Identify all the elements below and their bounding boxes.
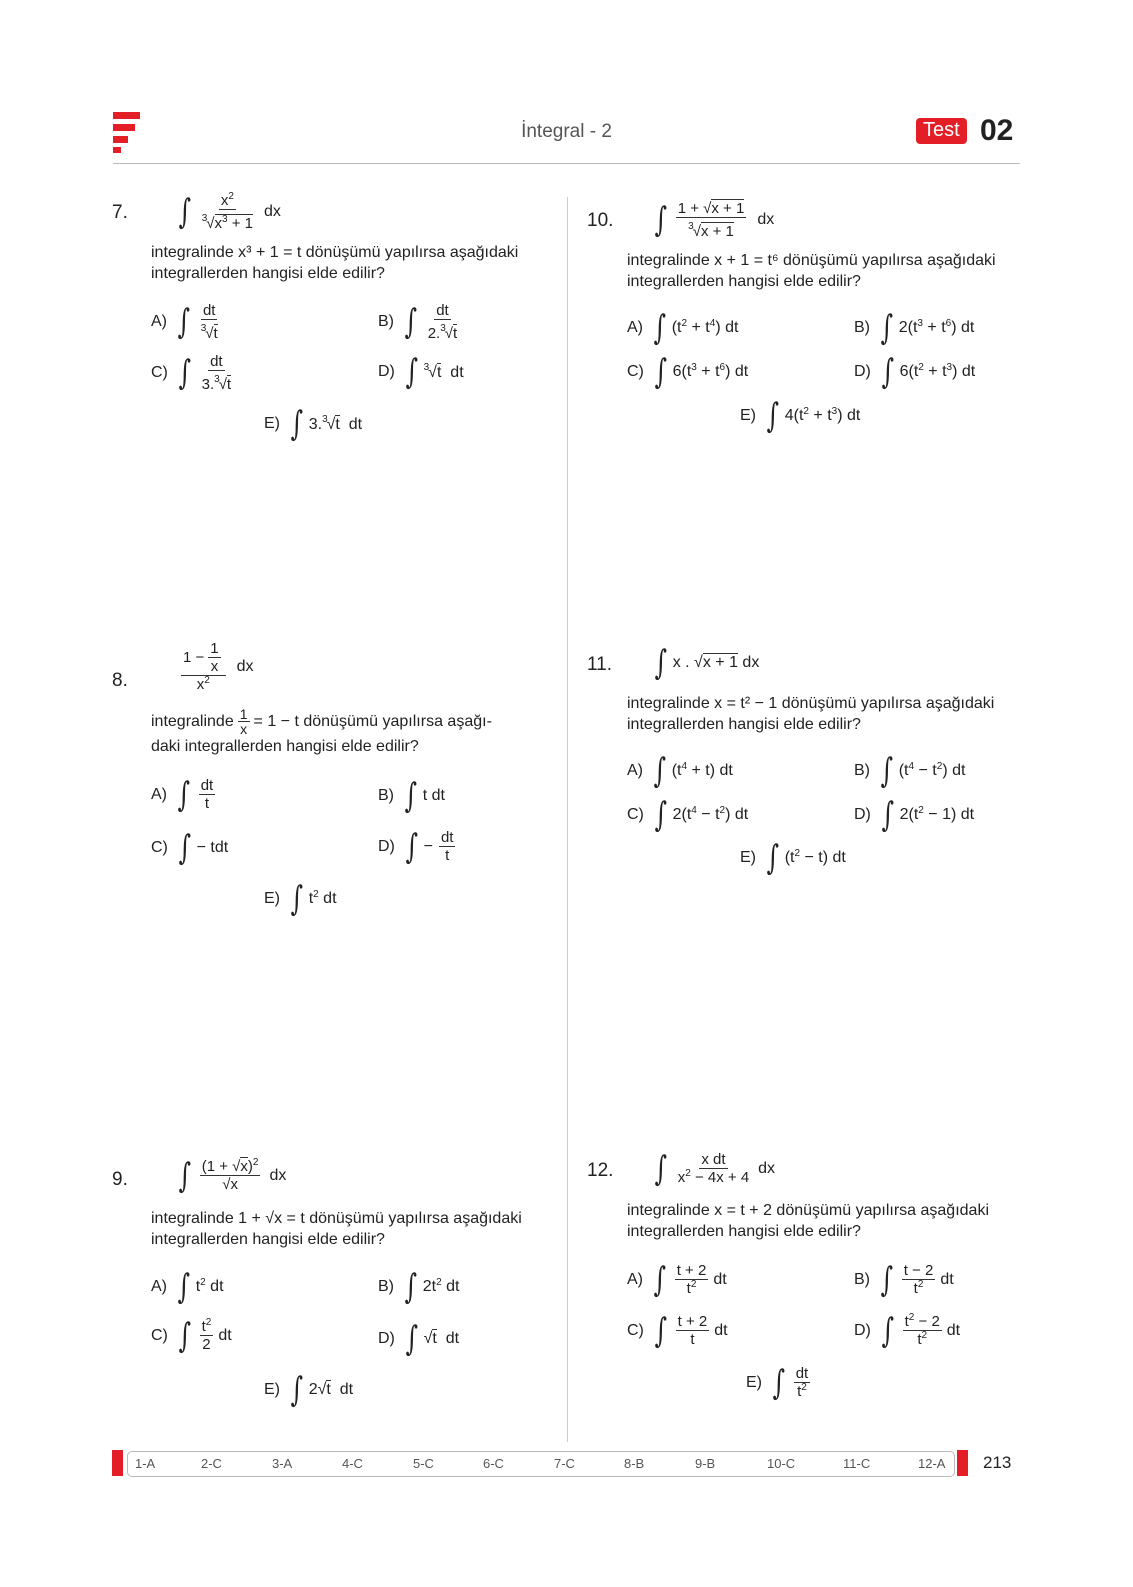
answer-key-item: 8-B bbox=[624, 1456, 645, 1471]
answer-key-left-marker bbox=[112, 1450, 123, 1476]
question-12-option-a[interactable]: A) ∫ $\frac{t + 2}{t^2}$ dt bbox=[627, 1259, 727, 1300]
question-9-text: integralinde 1 + √x = t dönüşümü yapılırsa aşağıdaki integrallerden hangisi elde edilir? bbox=[151, 1210, 522, 1248]
question-7-option-a[interactable]: A) ∫ $\frac{dt}{^3√t}$ bbox=[151, 302, 218, 342]
test-badge: Test bbox=[916, 118, 967, 144]
question-10-option-c[interactable]: C) ∫ $6(t^3 + t^6)$ dt bbox=[627, 352, 749, 392]
answer-key-box bbox=[127, 1451, 955, 1477]
answer-key-item: 11-C bbox=[843, 1456, 871, 1471]
question-11-number: 11. bbox=[587, 654, 613, 675]
question-10-text: integralinde x + 1 = t⁶ dönüşümü yapılırsa aşağıdaki integrallerden hangisi elde edilir? bbox=[627, 252, 996, 290]
question-12-option-e[interactable]: E) ∫ $\frac{dt}{t^2}$ bbox=[746, 1362, 809, 1403]
question-9-option-e[interactable]: E) ∫ 2√t dt bbox=[264, 1370, 354, 1410]
question-8-option-d[interactable]: D) ∫ − $\frac{dt}{t}$ bbox=[378, 826, 454, 867]
question-8-option-e[interactable]: E) ∫ $t^2$ dt bbox=[264, 879, 337, 919]
question-11-integrand: ∫ x . √x + 1 dx bbox=[654, 643, 760, 683]
question-9-option-c[interactable]: C) ∫ $\frac{t^2}{2}$ dt bbox=[151, 1315, 232, 1356]
question-7-option-d[interactable]: D) ∫ $^3$√t dt bbox=[378, 352, 464, 392]
question-9-integrand: ∫ $\frac{(1 + √x)^2}{√x}$ dx bbox=[178, 1155, 287, 1196]
question-8-text: integralinde $\frac{1}{x}$ = 1 − t dönüşümü yapılırsa aşağı- daki integrallerden hangisi elde edilir? bbox=[151, 706, 492, 755]
question-11-option-d[interactable]: D) ∫ $2(t^2 - 1)$ dt bbox=[854, 795, 975, 835]
question-7-number: 7. bbox=[112, 202, 128, 223]
question-7-integrand: ∫ $\frac{x^2}{^3√x^3 + 1}$ dx bbox=[178, 191, 281, 232]
question-9-option-d[interactable]: D) ∫ √t dt bbox=[378, 1319, 460, 1359]
answer-key-item: 1-A bbox=[135, 1456, 156, 1471]
question-7-option-e[interactable]: E) ∫ 3.$^3$√t dt bbox=[264, 404, 363, 444]
question-11-option-c[interactable]: C) ∫ $2(t^4 - t^2)$ dt bbox=[627, 795, 749, 835]
question-12-option-d[interactable]: D) ∫ $\frac{t^2 - 2}{t^2}$ dt bbox=[854, 1310, 961, 1351]
question-8-option-b[interactable]: B) ∫ t dt bbox=[378, 776, 445, 816]
answer-key-item: 4-C bbox=[342, 1456, 363, 1471]
question-9-option-b[interactable]: B) ∫ $2t^2$ dt bbox=[378, 1267, 460, 1307]
question-10-option-a[interactable]: A) ∫ $(t^2 + t^4)$ dt bbox=[627, 308, 739, 348]
question-11-option-a[interactable]: A) ∫ $(t^4 + t)$ dt bbox=[627, 751, 733, 791]
page-number: 213 bbox=[983, 1453, 1012, 1472]
question-12-number: 12. bbox=[587, 1160, 614, 1181]
question-7-option-c[interactable]: C) ∫ $\frac{dt}{3.^3√t}$ bbox=[151, 353, 232, 393]
answer-key-item: 12-A bbox=[918, 1456, 946, 1471]
answer-key-item: 10-C bbox=[767, 1456, 796, 1471]
answer-key-right-marker bbox=[957, 1450, 968, 1476]
page-title: İntegral - 2 bbox=[521, 121, 612, 142]
question-10-option-e[interactable]: E) ∫ $4(t^2 + t^3)$ dt bbox=[740, 396, 861, 436]
question-8-integrand: 1 − $\frac{1}{x}$ $x^2$ dx bbox=[183, 640, 254, 693]
question-10-number: 10. bbox=[587, 210, 614, 231]
question-9-option-a[interactable]: A) ∫ $t^2$ dt bbox=[151, 1267, 224, 1307]
answer-key-item: 6-C bbox=[483, 1456, 504, 1471]
question-8-option-c[interactable]: C) ∫ − tdt bbox=[151, 828, 229, 868]
question-12-text: integralinde x = t + 2 dönüşümü yapılırsa aşağıdaki integrallerden hangisi elde edilir? bbox=[627, 1202, 989, 1240]
question-10-integrand: ∫ $\frac{1 + √x + 1}{^3√x + 1}$ dx bbox=[654, 200, 775, 240]
answer-key-item: 9-B bbox=[695, 1456, 716, 1471]
question-11-text: integralinde x = t² − 1 dönüşümü yapılırsa aşağıdaki integrallerden hangisi elde edilir? bbox=[627, 695, 995, 733]
question-8-number: 8. bbox=[112, 670, 128, 691]
question-12-option-c[interactable]: C) ∫ $\frac{t + 2}{t}$ dt bbox=[627, 1310, 728, 1351]
question-12-option-b[interactable]: B) ∫ $\frac{t - 2}{t^2}$ dt bbox=[854, 1259, 954, 1300]
column-divider bbox=[567, 197, 568, 1442]
question-8-option-a[interactable]: A) ∫ $\frac{dt}{t}$ bbox=[151, 774, 214, 815]
question-7-text: integralinde x³ + 1 = t dönüşümü yapılırsa aşağıdaki integrallerden hangisi elde edilir? bbox=[151, 244, 519, 282]
answer-key-item: 7-C bbox=[554, 1456, 575, 1471]
question-10-option-d[interactable]: D) ∫ $6(t^2 + t^3)$ dt bbox=[854, 352, 976, 392]
question-7-option-b[interactable]: B) ∫ $\frac{dt}{2.^3√t}$ bbox=[378, 302, 458, 342]
question-11-option-b[interactable]: B) ∫ $(t^4 - t^2)$ dt bbox=[854, 751, 966, 791]
question-11-option-e[interactable]: E) ∫ $(t^2 - t)$ dt bbox=[740, 838, 846, 878]
answer-key-item: 3-A bbox=[272, 1456, 293, 1471]
answer-key-item: 5-C bbox=[413, 1456, 434, 1471]
test-number: 02 bbox=[980, 114, 1014, 147]
answer-key-item: 2-C bbox=[201, 1456, 222, 1471]
header-divider bbox=[113, 163, 1020, 164]
question-9-number: 9. bbox=[112, 1169, 128, 1190]
question-10-option-b[interactable]: B) ∫ $2(t^3 + t^6)$ dt bbox=[854, 308, 975, 348]
question-12-integrand: ∫ $\frac{\text{x dt}}{x^2 - 4x + 4}$ dx bbox=[654, 1148, 776, 1189]
